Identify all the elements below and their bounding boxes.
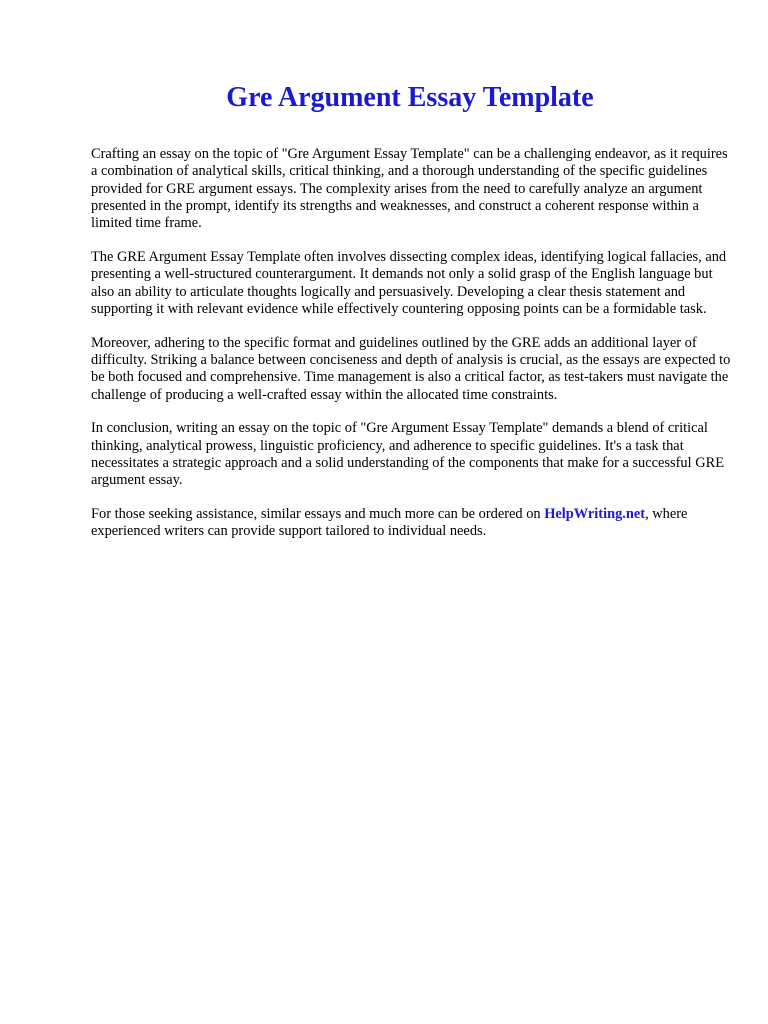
final-paragraph-tail: , where experienced writers can provide support tailored to individual needs. [91,506,688,540]
paragraph-4: In conclusion, writing an essay on the topic of "Gre Argument Essay Template" demands a blend of critical thinking, analytical prowess, linguistic proficiency, and adherence to specific guidelines. It's a task that necessitates a strategic approach and a solid understanding of the components that make for a successful GRE argument essay. [91,420,724,489]
helpwriting-link[interactable]: HelpWriting.net [544,506,646,523]
document-body [91,146,731,557]
document-title: Gre Argument Essay Template [226,82,594,113]
paragraph-2: The GRE Argument Essay Template often involves dissecting complex ideas, identifying logical fallacies, and presenting a well-structured counterargument. It demands not only a solid grasp of the English language but also an ability to articulate thoughts logically and persuasively. Developing a clear thesis statement and supporting it with relevant evidence while effectively countering opposing points can be a formidable task. [91,248,727,317]
paragraph-5 [91,506,731,541]
paragraph-3: Moreover, adhering to the specific format and guidelines outlined by the GRE adds an additional layer of difficulty. Striking a balance between conciseness and depth of analysis is crucial, as the essays are expected to be both focused and comprehensive. Time management is also a critical factor, as test-takers must navigate the challenge of producing a well-crafted essay within the allocated time constraints. [91,334,731,403]
paragraph-1: Crafting an essay on the topic of "Gre Argument Essay Template" can be a challenging endeavor, as it requires a combination of analytical skills, critical thinking, and a thorough understanding of the specific guidelines provided for GRE argument essays. The complexity arises from the need to carefully analyze an argument presented in the prompt, identify its strengths and weaknesses, and construct a coherent response within a limited time frame. [91,146,728,232]
final-paragraph-lead: For those seeking assistance, similar essays and much more can be ordered on [91,506,545,523]
